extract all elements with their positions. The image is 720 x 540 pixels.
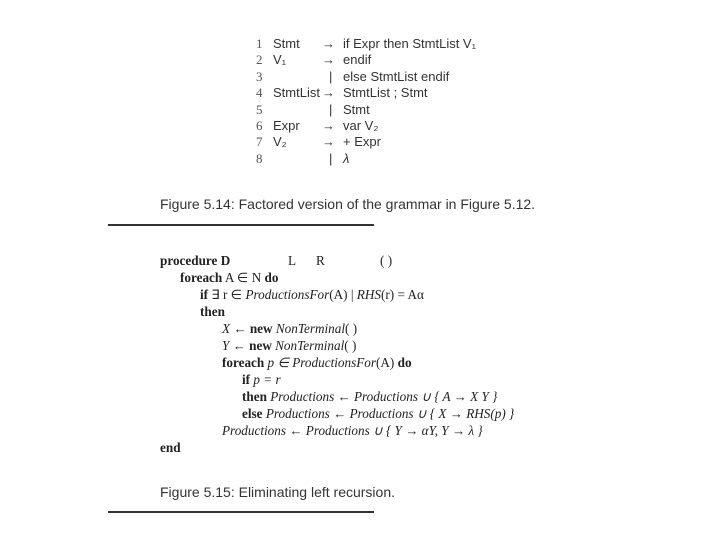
keyword-if: if xyxy=(200,287,209,302)
else-body: Productions ← Productions ∪ { X → RHS(p) } xyxy=(262,406,515,421)
call-parens: ( ) xyxy=(345,321,358,336)
keyword-do: do xyxy=(264,270,279,285)
keyword-foreach: foreach xyxy=(180,270,223,285)
foreach-nonterminal xyxy=(180,269,278,286)
rule-number: 6 xyxy=(256,117,263,133)
else-add-production xyxy=(242,405,514,422)
procedure-name-part: R xyxy=(316,253,325,268)
procedure-name: D xyxy=(220,253,231,268)
arrow-icon: → xyxy=(322,36,335,51)
fn-productionsfor: ProductionsFor xyxy=(245,287,330,302)
rule-number: 7 xyxy=(256,134,263,150)
keyword-then: then xyxy=(200,304,225,319)
caption-divider xyxy=(108,511,374,513)
arrow-icon: → xyxy=(322,134,335,150)
var-y: Y xyxy=(222,338,230,353)
productions-update: Productions ← Productions ∪ { Y → αY, Y → λ } xyxy=(222,423,483,438)
arrow-icon: → xyxy=(322,85,335,101)
fn-nonterminal: NonTerminal xyxy=(272,321,345,336)
fn-productionsfor: ProductionsFor xyxy=(292,355,376,370)
keyword-end: end xyxy=(160,440,181,455)
then-add-production xyxy=(242,388,497,405)
figure-caption-5-15: Figure 5.15: Eliminating left recursion. xyxy=(160,484,395,500)
procedure-params: ( ) xyxy=(380,253,393,268)
keyword-new: new xyxy=(249,338,272,353)
figure-caption-5-14: Figure 5.14: Factored version of the grammar in Figure 5.12. xyxy=(160,196,536,212)
if-condition-pre: ∃ r ∈ xyxy=(208,287,246,302)
foreach-var: p ∈ xyxy=(264,355,293,370)
keyword-else: else xyxy=(242,406,263,421)
alternative-bar: | xyxy=(329,150,333,166)
rule-rhs: if Expr then StmtList V₁ xyxy=(343,36,476,51)
rule-rhs: StmtList ; Stmt xyxy=(343,85,428,101)
then-body: Productions ← Productions ∪ { A → X Y } xyxy=(266,389,498,404)
new-nonterminal-x xyxy=(222,320,357,337)
if-left-recursive xyxy=(200,286,424,303)
rule-lhs: V₂ xyxy=(273,134,287,150)
call-parens: ( ) xyxy=(344,338,357,353)
rule-lhs: StmtList xyxy=(273,85,320,101)
assign-arrow: ← xyxy=(230,321,250,336)
rule-number: 4 xyxy=(256,85,263,101)
rule-rhs: var V₂ xyxy=(343,117,379,133)
if-condition-post: (r) = Aα xyxy=(380,287,424,302)
procedure-header xyxy=(160,252,393,269)
keyword-procedure: procedure xyxy=(160,253,218,268)
procedure-name-part: L xyxy=(288,253,297,268)
rule-number: 5 xyxy=(256,101,263,117)
if-condition-mid: (A) | xyxy=(329,287,357,302)
keyword-new: new xyxy=(249,321,273,336)
rule-rhs: else StmtList endif xyxy=(343,68,450,84)
rule-rhs: λ xyxy=(343,150,350,166)
rule-lhs: Stmt xyxy=(273,36,300,51)
new-nonterminal-y xyxy=(222,337,356,354)
arrow-icon: → xyxy=(322,52,335,68)
rule-number: 2 xyxy=(256,52,263,68)
if-condition: p = r xyxy=(250,372,281,387)
foreach-production xyxy=(222,354,412,371)
rule-rhs: Stmt xyxy=(343,101,370,117)
keyword-if: if xyxy=(242,372,251,387)
keyword-do: do xyxy=(397,355,412,370)
rule-rhs: endif xyxy=(343,52,372,68)
rule-rhs: + Expr xyxy=(343,134,381,150)
rule-number: 8 xyxy=(256,150,263,166)
foreach-body: A ∈ N xyxy=(222,270,265,285)
fn-rhs: RHS xyxy=(356,287,381,302)
rule-lhs: V₁ xyxy=(273,52,287,68)
alternative-bar: | xyxy=(329,101,333,117)
foreach-arg: (A) xyxy=(376,355,398,370)
rule-number: 1 xyxy=(256,36,263,51)
assign-arrow: ← xyxy=(229,338,250,353)
var-x: X xyxy=(222,321,231,336)
alternative-bar: | xyxy=(329,68,333,84)
rule-number: 3 xyxy=(256,68,263,84)
caption-divider xyxy=(108,224,374,226)
rule-lhs: Expr xyxy=(273,117,300,133)
if-same-production xyxy=(242,371,281,388)
keyword-foreach: foreach xyxy=(222,355,265,370)
arrow-icon: → xyxy=(322,117,335,133)
keyword-then: then xyxy=(242,389,267,404)
fn-nonterminal: NonTerminal xyxy=(271,338,345,353)
